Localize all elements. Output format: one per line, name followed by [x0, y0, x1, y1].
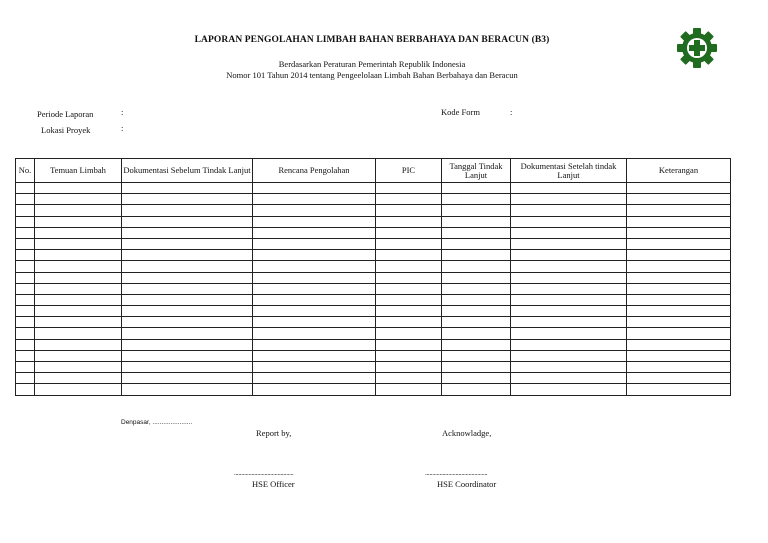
waste-report-table [15, 158, 731, 396]
table-cell [122, 238, 253, 249]
table-row [16, 294, 731, 305]
table-cell [122, 384, 253, 395]
table-cell [442, 328, 511, 339]
table-cell [511, 384, 627, 395]
table-cell [253, 362, 376, 373]
table-cell [376, 294, 442, 305]
table-row [16, 339, 731, 350]
report-title: LAPORAN PENGOLAHAN LIMBAH BAHAN BERBAHAYA DAN BERACUN (B3) [194, 35, 550, 45]
table-cell [511, 216, 627, 227]
table-cell [376, 384, 442, 395]
table-cell [627, 339, 731, 350]
table-row [16, 306, 731, 317]
table-cell [253, 216, 376, 227]
table-cell [442, 183, 511, 194]
table-cell [253, 384, 376, 395]
table-cell [16, 384, 35, 395]
table-cell [35, 250, 122, 261]
column-header-tanggal: Tanggal Tindak Lanjut [442, 159, 511, 183]
table-cell [511, 227, 627, 238]
table-cell [442, 317, 511, 328]
table-cell [442, 384, 511, 395]
table-cell [35, 373, 122, 384]
table-cell [442, 362, 511, 373]
regulation-line-2: Nomor 101 Tahun 2014 tentang Pengeelolaan Limbah Bahan Berbahaya dan Beracun [226, 70, 518, 80]
table-cell [442, 261, 511, 272]
table-cell [511, 238, 627, 249]
table-cell [122, 272, 253, 283]
table-cell [253, 227, 376, 238]
table-cell [376, 227, 442, 238]
table-cell [442, 194, 511, 205]
table-cell [376, 350, 442, 361]
table-cell [122, 362, 253, 373]
table-cell [122, 339, 253, 350]
table-cell [122, 227, 253, 238]
table-cell [122, 261, 253, 272]
table-cell [16, 283, 35, 294]
table-cell [627, 317, 731, 328]
table-cell [253, 183, 376, 194]
table-row [16, 250, 731, 261]
periode-label: Periode Laporan [37, 109, 94, 119]
table-row [16, 227, 731, 238]
table-cell [627, 216, 731, 227]
signature-line-coordinator: ........................................... [425, 469, 488, 477]
table-cell [627, 227, 731, 238]
table-cell [122, 350, 253, 361]
table-cell [627, 194, 731, 205]
table-cell [16, 194, 35, 205]
table-cell [16, 317, 35, 328]
table-cell [35, 384, 122, 395]
table-cell [442, 205, 511, 216]
table-cell [35, 317, 122, 328]
table-cell [122, 317, 253, 328]
table-cell [627, 183, 731, 194]
table-row [16, 183, 731, 194]
table-cell [253, 272, 376, 283]
table-cell [511, 261, 627, 272]
table-row [16, 317, 731, 328]
lokasi-colon: : [121, 123, 124, 133]
table-cell [511, 328, 627, 339]
table-cell [511, 283, 627, 294]
table-cell [627, 272, 731, 283]
table-cell [253, 194, 376, 205]
safety-cross-gear-icon [676, 27, 718, 69]
table-cell [442, 238, 511, 249]
table-cell [627, 306, 731, 317]
table-cell [627, 283, 731, 294]
signature-line-officer: ......................................... [234, 469, 294, 477]
table-cell [442, 250, 511, 261]
table-cell [122, 205, 253, 216]
table-cell [376, 339, 442, 350]
acknowledge-label: Acknowladge, [442, 428, 492, 438]
table-row [16, 261, 731, 272]
table-cell [511, 306, 627, 317]
table-cell [627, 238, 731, 249]
table-cell [253, 261, 376, 272]
column-header-dok-sebelum: Dokumentasi Sebelum Tindak Lanjut [122, 159, 253, 183]
table-cell [122, 194, 253, 205]
table-cell [376, 328, 442, 339]
table-cell [627, 294, 731, 305]
regulation-line-1: Berdasarkan Peraturan Pemerintah Republik Indonesia [278, 59, 466, 69]
table-cell [16, 216, 35, 227]
table-cell [442, 350, 511, 361]
table-cell [253, 238, 376, 249]
table-cell [511, 205, 627, 216]
table-cell [442, 227, 511, 238]
table-row [16, 194, 731, 205]
table-row [16, 205, 731, 216]
table-cell [376, 283, 442, 294]
table-cell [122, 294, 253, 305]
table-cell [16, 294, 35, 305]
table-cell [35, 238, 122, 249]
table-cell [442, 272, 511, 283]
table-cell [511, 362, 627, 373]
lokasi-label: Lokasi Proyek [41, 125, 91, 135]
table-cell [253, 350, 376, 361]
table-cell [253, 373, 376, 384]
table-cell [511, 272, 627, 283]
table-cell [16, 227, 35, 238]
table-cell [627, 250, 731, 261]
table-cell [35, 194, 122, 205]
periode-colon: : [121, 107, 124, 117]
table-row [16, 362, 731, 373]
table-cell [35, 272, 122, 283]
table-cell [122, 306, 253, 317]
table-cell [511, 183, 627, 194]
table-row [16, 283, 731, 294]
table-cell [376, 261, 442, 272]
hse-officer-label: HSE Officer [252, 479, 295, 489]
table-cell [376, 373, 442, 384]
column-header-pic: PIC [376, 159, 442, 183]
column-header-no: No. [16, 159, 35, 183]
table-cell [627, 362, 731, 373]
table-row [16, 238, 731, 249]
kode-form-label: Kode Form [441, 107, 480, 117]
table-cell [16, 250, 35, 261]
table-cell [16, 183, 35, 194]
table-cell [35, 294, 122, 305]
table-cell [16, 261, 35, 272]
hse-coordinator-label: HSE Coordinator [437, 479, 497, 489]
table-row [16, 350, 731, 361]
table-cell [376, 238, 442, 249]
table-cell [253, 294, 376, 305]
table-cell [16, 362, 35, 373]
table-cell [511, 250, 627, 261]
table-cell [627, 350, 731, 361]
table-cell [16, 238, 35, 249]
table-cell [376, 317, 442, 328]
table-cell [35, 216, 122, 227]
column-header-rencana: Rencana Pengolahan [253, 159, 376, 183]
table-cell [16, 339, 35, 350]
table-cell [253, 306, 376, 317]
table-cell [511, 194, 627, 205]
table-cell [627, 384, 731, 395]
column-header-keterangan: Keterangan [627, 159, 731, 183]
table-row [16, 384, 731, 395]
table-cell [35, 227, 122, 238]
table-cell [16, 373, 35, 384]
table-cell [253, 328, 376, 339]
table-cell [376, 272, 442, 283]
table-cell [253, 283, 376, 294]
table-header-row [16, 159, 731, 183]
table-cell [16, 350, 35, 361]
table-cell [35, 283, 122, 294]
table-cell [253, 250, 376, 261]
table-cell [442, 373, 511, 384]
table-cell [253, 205, 376, 216]
table-row [16, 272, 731, 283]
table-cell [35, 339, 122, 350]
table-cell [35, 350, 122, 361]
report-by-label: Report by, [256, 428, 292, 438]
table-row [16, 328, 731, 339]
table-cell [16, 272, 35, 283]
table-body [16, 183, 731, 396]
table-cell [122, 216, 253, 227]
table-cell [35, 205, 122, 216]
table-cell [122, 283, 253, 294]
table-cell [35, 328, 122, 339]
table-cell [511, 294, 627, 305]
table-cell [376, 194, 442, 205]
table-cell [35, 183, 122, 194]
table-cell [442, 294, 511, 305]
table-cell [376, 205, 442, 216]
table-cell [122, 250, 253, 261]
column-header-dok-setelah: Dokumentasi Setelah tindak Lanjut [511, 159, 627, 183]
table-cell [442, 216, 511, 227]
table-cell [16, 328, 35, 339]
table-cell [122, 373, 253, 384]
table-cell [511, 317, 627, 328]
table-cell [511, 373, 627, 384]
table-cell [627, 328, 731, 339]
table-cell [511, 339, 627, 350]
table-cell [122, 328, 253, 339]
table-cell [376, 362, 442, 373]
table-cell [627, 373, 731, 384]
place-date: Denpasar, ...................... [121, 419, 193, 426]
column-header-temuan: Temuan Limbah [35, 159, 122, 183]
table-cell [253, 339, 376, 350]
table-cell [16, 205, 35, 216]
table-cell [376, 216, 442, 227]
table-cell [35, 306, 122, 317]
table-cell [376, 306, 442, 317]
table-cell [442, 283, 511, 294]
table-cell [122, 183, 253, 194]
kode-form-colon: : [510, 107, 513, 117]
table-cell [511, 350, 627, 361]
table-cell [35, 362, 122, 373]
table-cell [35, 261, 122, 272]
table-cell [376, 250, 442, 261]
table-cell [442, 339, 511, 350]
table-cell [442, 306, 511, 317]
table-cell [253, 317, 376, 328]
table-cell [16, 306, 35, 317]
table-row [16, 373, 731, 384]
table-cell [627, 205, 731, 216]
table-cell [376, 183, 442, 194]
table-row [16, 216, 731, 227]
table-cell [627, 261, 731, 272]
